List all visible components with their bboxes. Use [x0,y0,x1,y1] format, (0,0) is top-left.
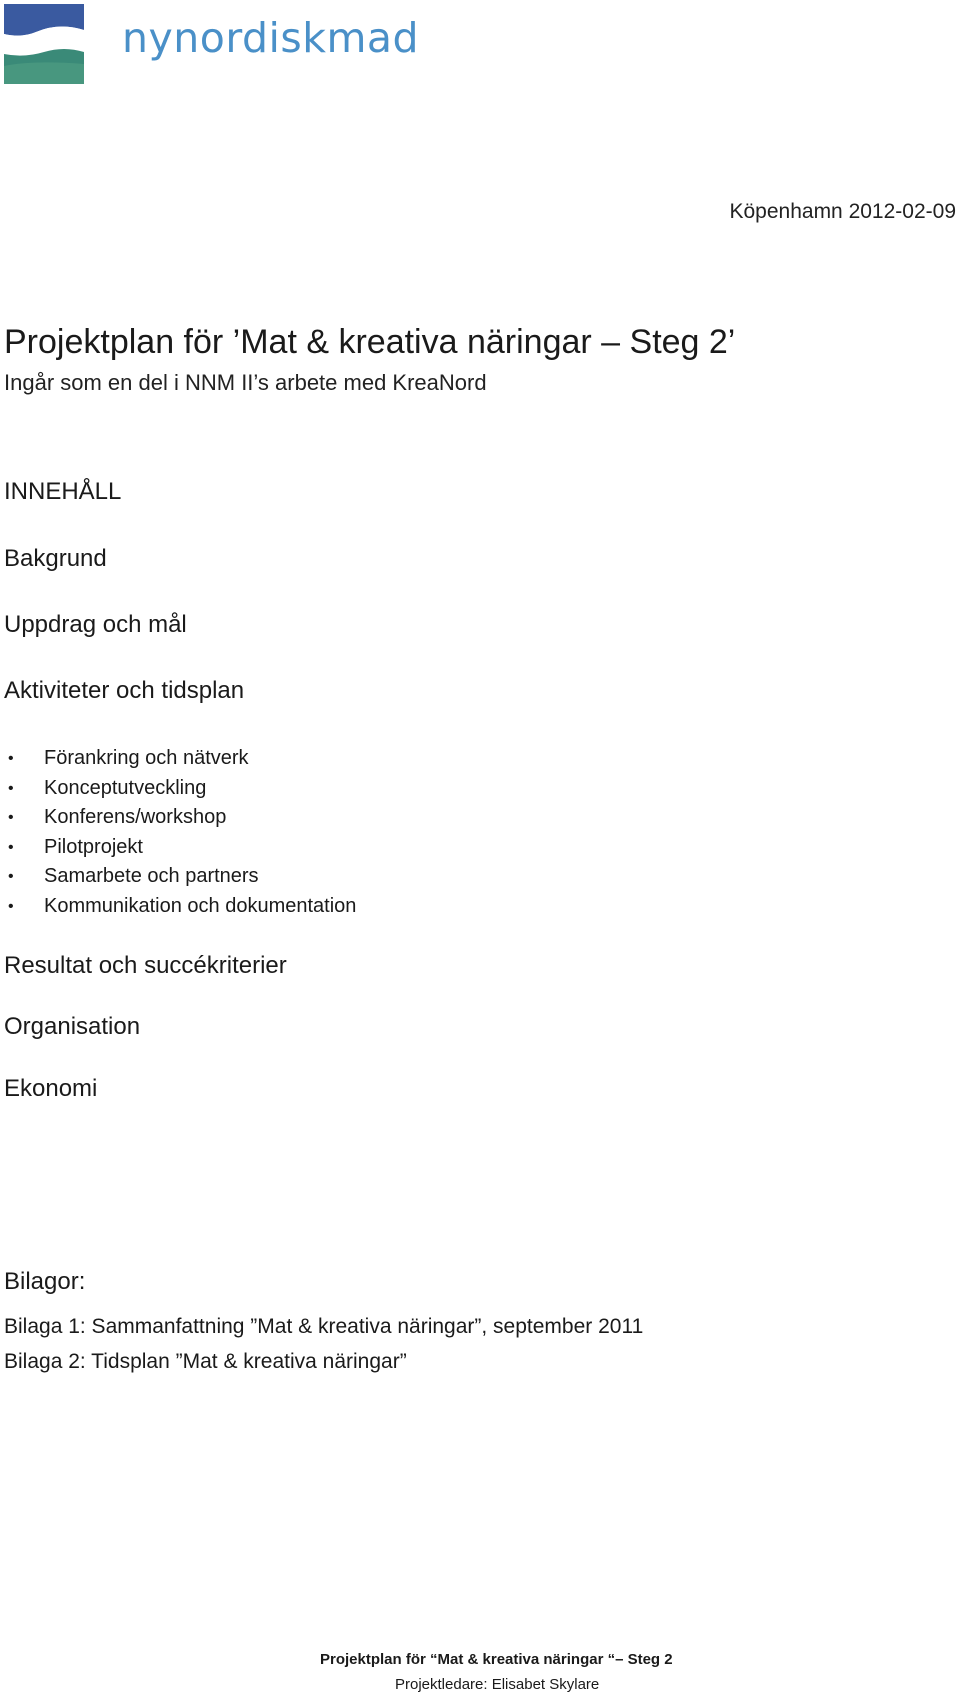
toc-subitem-label: Konferens/workshop [44,806,227,828]
bullet-icon: • [8,897,14,915]
toc-item-resultat: Resultat och succékriterier [4,952,287,979]
toc-subitem-label: Pilotprojekt [44,835,143,858]
list-item [4,833,356,863]
attachment-item: Bilaga 2: Tidsplan ”Mat & kreativa näringar” [4,1350,407,1373]
toc-subitem-label: Samarbete och partners [44,865,259,887]
toc-subitem-label: Konceptutveckling [44,776,207,799]
toc-item-organisation: Organisation [4,1013,141,1040]
toc-heading: INNEHÅLL [4,478,122,505]
logo-mark-icon [4,4,84,84]
toc-item-bakgrund: Bakgrund [4,545,107,572]
list-item [4,862,356,892]
toc-item-aktiviteter: Aktiviteter och tidsplan [4,677,245,704]
bullet-icon: • [8,809,14,826]
place-date: Köpenhamn 2012-02-09 [729,200,956,223]
bullet-icon: • [8,868,14,885]
footer-project-lead: Projektledare: Elisabet Skylare [395,1676,600,1693]
toc-item-ekonomi: Ekonomi [4,1075,98,1102]
toc-subitem-list [4,744,356,921]
toc-subitem-label: Förankring och nätverk [44,747,249,769]
footer-title: Projektplan för “Mat & kreativa näringar “– Steg 2 [320,1651,673,1668]
list-item [4,892,356,922]
bullet-icon: • [8,750,14,767]
document-subtitle: Ingår som en del i NNM II’s arbete med KreaNord [4,370,487,395]
attachments-heading: Bilagor: [4,1268,86,1295]
toc-item-uppdrag: Uppdrag och mål [4,611,187,638]
logo [4,4,444,84]
toc-subitem-label: Kommunikation och dokumentation [44,894,357,917]
bullet-icon: • [8,779,14,797]
document-title: Projektplan för ’Mat & kreativa näringar – Steg 2’ [4,323,736,361]
list-item [4,774,356,804]
logo-wordmark: nynordiskmad [122,14,420,62]
list-item [4,744,356,774]
bullet-icon: • [8,838,14,856]
list-item [4,803,356,833]
attachment-item: Bilaga 1: Sammanfattning ”Mat & kreativa näringar”, september 2011 [4,1315,644,1338]
